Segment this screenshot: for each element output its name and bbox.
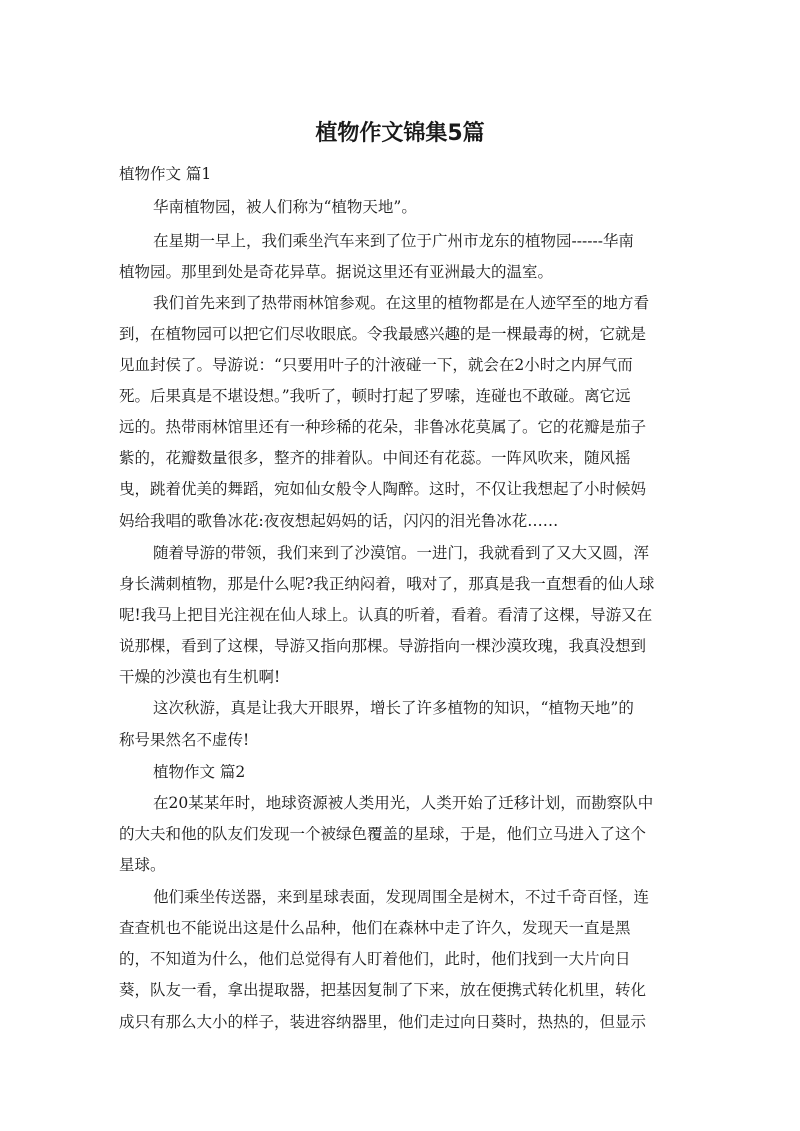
text-line: 远的。热带雨林馆里还有一种珍稀的花朵，非鲁冰花莫属了。它的花瓣是茄子: [119, 418, 647, 436]
text-line: 妈给我唱的歌鲁冰花:夜夜想起妈妈的话，闪闪的泪光鲁冰花……: [119, 512, 559, 530]
text-line: 在20某某年时，地球资源被人类用光，人类开始了迁移计划，而勘察队中: [153, 794, 654, 812]
text-line: 他们乘坐传送器，来到星球表面，发现周围全是树木，不过千奇百怪，连: [153, 888, 650, 906]
text-line: 见血封侯了。导游说：“只要用叶子的汁液碰一下，就会在2小时之内屏气而: [119, 356, 633, 374]
text-line: 华南植物园，被人们称为“植物天地”。: [153, 198, 417, 216]
text-line: 葵，队友一看，拿出提取器，把基因复制了下来，放在便携式转化机里，转化: [119, 981, 647, 999]
text-line: 我们首先来到了热带雨林馆参观。在这里的植物都是在人迹罕至的地方看: [153, 294, 650, 312]
text-line: 称号果然名不虚传!: [119, 731, 250, 749]
text-line: 在星期一早上，我们乘坐汽车来到了位于广州市龙东的植物园------华南: [153, 232, 634, 250]
text-line: 查查机也不能说出这是什么品种，他们在森林中走了许久，发现天一直是黑: [119, 919, 631, 937]
text-line: 干燥的沙漠也有生机啊!: [119, 668, 281, 686]
text-line: 植物园。那里到处是奇花异草。据说这里还有亚洲最大的温室。: [119, 263, 554, 281]
text-line: 呢!我马上把目光注视在仙人球上。认真的听着，看着。看清了这棵，导游又在: [119, 606, 653, 624]
section-heading-1: 植物作文 篇1: [119, 165, 212, 183]
text-line: 星球。: [119, 856, 166, 874]
text-line: 紫的，花瓣数量很多，整齐的排着队。中间还有花蕊。一阵风吹来，随风摇: [119, 449, 631, 467]
text-line: 的大夫和他的队友们发现一个被绿色覆盖的星球，于是，他们立马进入了这个: [119, 825, 647, 843]
text-line: 成只有那么大小的样子，装进容纳器里，他们走过向日葵时，热热的，但显示: [119, 1013, 647, 1031]
section-heading-2: 植物作文 篇2: [153, 763, 246, 781]
text-line: 这次秋游，真是让我大开眼界，增长了许多植物的知识，“植物天地”的: [153, 699, 634, 717]
text-line: 的，不知道为什么，他们总觉得有人盯着他们，此时，他们找到一大片向日: [119, 950, 631, 968]
text-line: 随着导游的带领，我们来到了沙漠馆。一进门，我就看到了又大又圆，浑: [153, 544, 650, 562]
text-line: 身长满刺植物，那是什么呢?我正纳闷着，哦对了，那真是我一直想看的仙人球: [119, 575, 655, 593]
text-line: 死。后果真是不堪设想。”我听了，顿时打起了罗嗦，连碰也不敢碰。离它远: [119, 387, 631, 405]
text-line: 曳，跳着优美的舞蹈，宛如仙女般令人陶醉。这时，不仅让我想起了小时候妈: [119, 480, 647, 498]
text-line: 说那棵，看到了这棵，导游又指向那棵。导游指向一棵沙漠玫瑰，我真没想到: [119, 637, 647, 655]
document-title: 植物作文锦集5篇: [315, 121, 485, 146]
text-line: 到，在植物园可以把它们尽收眼底。令我最感兴趣的是一棵最毒的树，它就是: [119, 325, 647, 343]
